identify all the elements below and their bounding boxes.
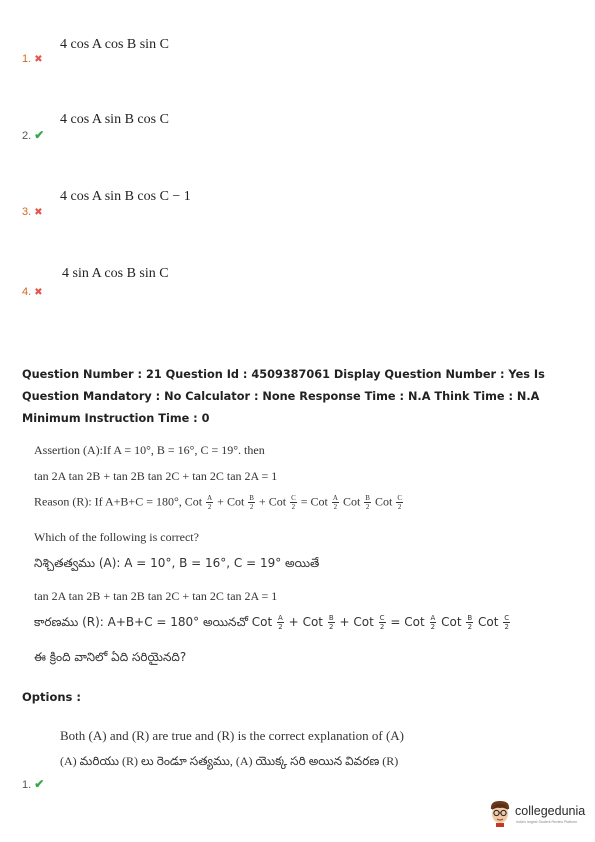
- option-1-number: [22, 53, 43, 65]
- fraction-c-half: $\frac{C}{2}$: [291, 494, 296, 511]
- which-telugu: ఈ క్రింది వానిలో ఏది సరియైనది?: [34, 650, 187, 664]
- cot-term: Cot: [310, 494, 328, 509]
- fraction-b-half: $\frac{B}{2}$: [328, 614, 334, 631]
- answer-telugu: (A) మరియు (R) లు రెండూ సత్యము, (A) యొక్క సరి అయిన వివరణ (R): [60, 754, 399, 768]
- plus-sign: +: [288, 615, 299, 629]
- assertion-telugu: నిశ్చితత్వము (A): A = 10°, B = 16°, C = 19° అయితే: [34, 556, 320, 570]
- reason-prefix: Reason (R): If A+B+C = 180°,: [34, 494, 185, 509]
- fraction-a-half: $\frac{A}{2}$: [430, 614, 436, 631]
- option-1-expression: 4 cos A cos B sin C: [60, 37, 169, 52]
- equals-sign: =: [390, 615, 401, 629]
- plus-sign: +: [217, 494, 224, 509]
- option-3-label: 3.: [22, 206, 32, 218]
- cross-icon: ✖: [34, 54, 43, 65]
- fraction-c-half: $\frac{C}{2}$: [379, 614, 385, 631]
- cot-term: Cot: [268, 494, 287, 509]
- which-english: Which of the following is correct?: [34, 530, 199, 544]
- answer-1-label: 1.: [22, 779, 32, 791]
- options-label: Options :: [22, 690, 81, 704]
- logo-tagline: India's largest Student Review Platform: [516, 820, 577, 824]
- identity-english: tan 2A tan 2B + tan 2B tan 2C + tan 2C tan 2A = 1: [34, 469, 278, 483]
- cot-term: Cot: [184, 494, 203, 509]
- fraction-a-half: $\frac{A}{2}$: [278, 614, 283, 631]
- collegedunia-logo: [488, 798, 588, 834]
- answer-1-number: [22, 777, 44, 791]
- check-icon: ✔: [34, 128, 45, 142]
- option-2-expression: 4 cos A sin B cos C: [60, 112, 169, 127]
- mascot-icon: [488, 800, 512, 828]
- plus-sign: +: [258, 494, 266, 509]
- cot-term: Cot: [251, 615, 273, 629]
- assertion-english: Assertion (A):If A = 10°, B = 16°, C = 19°. then: [34, 443, 265, 457]
- cot-term: Cot: [478, 615, 499, 629]
- option-2-label: 2.: [22, 130, 32, 142]
- fraction-b-half: $\frac{B}{2}$: [365, 494, 370, 511]
- fraction-c-half: $\frac{C}{2}$: [397, 494, 402, 511]
- cot-term: Cot: [353, 615, 374, 629]
- cross-icon: ✖: [34, 287, 43, 298]
- cot-term: Cot: [374, 494, 393, 509]
- cross-icon: ✖: [34, 207, 43, 218]
- option-4-label: 4.: [22, 286, 32, 298]
- option-4-expression: 4 sin A cos B sin C: [62, 266, 169, 281]
- option-3-expression: 4 cos A sin B cos C − 1: [60, 189, 191, 204]
- plus-sign: +: [339, 615, 350, 629]
- cot-term: Cot: [302, 615, 323, 629]
- cot-term: Cot: [226, 494, 245, 509]
- identity-telugu: tan 2A tan 2B + tan 2B tan 2C + tan 2C tan 2A = 1: [34, 589, 278, 603]
- option-1-label: 1.: [22, 53, 32, 65]
- fraction-b-half: $\frac{B}{2}$: [249, 494, 254, 511]
- logo-name: collegedunia: [515, 804, 586, 818]
- fraction-a-half: $\frac{A}{2}$: [207, 494, 213, 511]
- equals-sign: =: [300, 494, 308, 509]
- fraction-c-half: $\frac{C}{2}$: [504, 614, 510, 631]
- cot-term: Cot: [441, 615, 462, 629]
- reason-english: [34, 494, 404, 511]
- reason-telugu: [34, 614, 511, 632]
- option-4-number: [22, 286, 43, 298]
- check-icon: ✔: [34, 777, 45, 791]
- option-2-number: [22, 128, 44, 142]
- answer-english: Both (A) and (R) are true and (R) is the correct explanation of (A): [60, 728, 405, 743]
- reason-prefix-telugu: కారణము (R): A+B+C = 180° అయినచో: [34, 615, 252, 629]
- fraction-a-half: $\frac{A}{2}$: [332, 494, 338, 511]
- cot-term: Cot: [404, 615, 425, 629]
- question-header: Question Number : 21 Question Id : 4509387061 Display Question Number : Yes Is Question Mandatory : No Calculator : None Response Time : N.A Think Time : N.A Minimum Instruction Time : 0: [22, 368, 545, 425]
- fraction-b-half: $\frac{B}{2}$: [467, 614, 473, 631]
- option-3-number: [22, 206, 43, 218]
- cot-term: Cot: [342, 494, 361, 509]
